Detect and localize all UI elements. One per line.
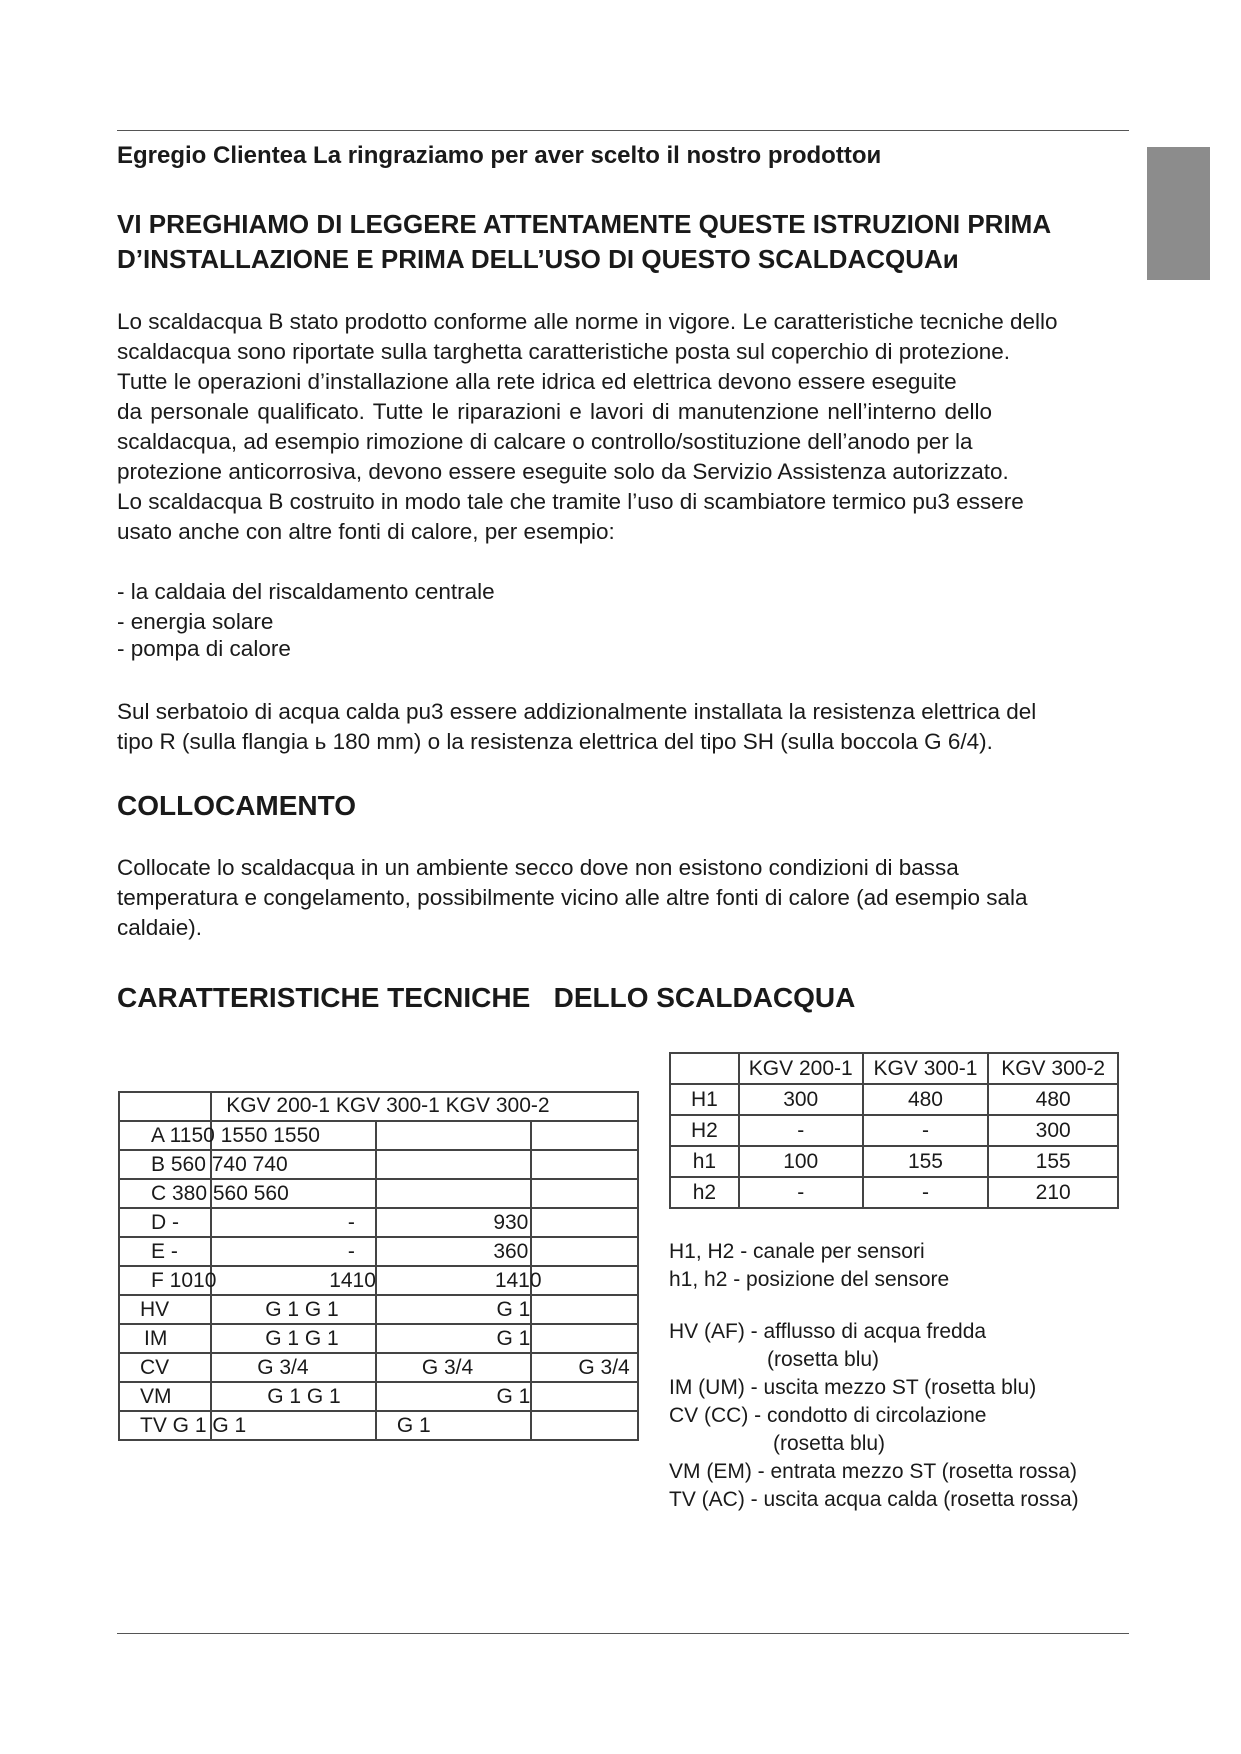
sensor-notes: H1, H2 - canale per sensori h1, h2 - posizione del sensore bbox=[669, 1240, 950, 1291]
specs-heading: CARATTERISTICHE TECNICHE DELLO SCALDACQUA bbox=[117, 982, 856, 1013]
table-row: VM G 1 G 1 G 1 bbox=[119, 1382, 638, 1411]
top-rule bbox=[117, 130, 1129, 131]
connection-legend: HV (AF) - afflusso di acqua fredda (rosetta blu) IM (UM) - uscita mezzo ST (rosetta blu) CV (CC) - condotto di circolazione (rosetta blu) VM (EM) - entrata mezzo ST (rosetta rossa) TV (AC) - uscita acqua calda (rosetta rossa) bbox=[669, 1320, 1079, 1511]
warning-heading: VI PREGHIAMO DI LEGGERE ATTENTAMENTE QUESTE ISTRUZIONI PRIMA D’INSTALLAZIONE E PRIMA DELL’USO DI QUESTO SCALDACQUAи bbox=[117, 209, 1052, 274]
table-row: E - - 360 bbox=[119, 1237, 638, 1266]
table-row: HV G 1 G 1 G 1 bbox=[119, 1295, 638, 1324]
table-row: KGV 200-1 KGV 300-1 KGV 300-2 bbox=[670, 1053, 1118, 1084]
table-row: A 1150 1550 1550 bbox=[119, 1121, 638, 1150]
table-row: CV G 3/4 G 3/4 G 3/4 bbox=[119, 1353, 638, 1382]
table-row: H1 300 480 480 bbox=[670, 1084, 1118, 1115]
table-row: KGV 200-1 KGV 300-1 KGV 300-2 bbox=[119, 1092, 638, 1121]
intro-paragraph: Lo scaldacqua B stato prodotto conforme alle norme in vigore. Le caratteristiche tecniche dello scaldacqua sono riportate sulla targhetta caratteristiche posta sul coperchio di protezione. Tutte le operazioni d’installazione alla rete idrica ed elettrica devono essere eseguite da personale qualificato. Tutte le riparazioni e lavori di manutenzione nell’interno dello scaldacqua, ad esempio rimozione di calcare o controllo/sostituzione dell’anodo per la protezione anticorrosiva, devono essere eseguite solo da Servizio Assistenza autorizzato. Lo scaldacqua B costruito in modo tale che tramite l’uso di scambiatore termico pu3 essere usato anche con altre fonti di calore, per esempio: bbox=[117, 309, 1058, 544]
list-item: - la caldaia del riscaldamento centrale bbox=[117, 579, 495, 604]
dimensions-table bbox=[118, 1091, 639, 1441]
table-row: h1 100 155 155 bbox=[670, 1146, 1118, 1177]
table-row: D - - 930 bbox=[119, 1208, 638, 1237]
table-row: C 380 560 560 bbox=[119, 1179, 638, 1208]
greeting: Egregio Clientea La ringraziamo per aver scelto il nostro prodottoи bbox=[117, 142, 882, 169]
sensor-table bbox=[669, 1052, 1119, 1209]
list-item: - pompa di calore bbox=[117, 636, 291, 661]
table-row: IM G 1 G 1 G 1 bbox=[119, 1324, 638, 1353]
side-tab-marker bbox=[1147, 147, 1210, 280]
table-row: F 1010 1410 1410 bbox=[119, 1266, 638, 1295]
table-row: TV G 1 G 1 G 1 bbox=[119, 1411, 638, 1440]
table-row: h2 - - 210 bbox=[670, 1177, 1118, 1208]
list-item: - energia solare bbox=[117, 609, 274, 634]
collocamento-heading: COLLOCAMENTO bbox=[117, 790, 357, 821]
bottom-rule bbox=[117, 1633, 1129, 1634]
collocamento-paragraph: Collocate lo scaldacqua in un ambiente secco dove non esistono condizioni di bassa temperatura e congelamento, possibilmente vicino alle altre fonti di calore (ad esempio sala caldaie). bbox=[117, 855, 1028, 940]
resistance-paragraph: Sul serbatoio di acqua calda pu3 essere addizionalmente installata la resistenza elettrica del tipo R (sulla flangia ь 180 mm) o la resistenza elettrica del tipo SH (sulla boccola G 6/4). bbox=[117, 699, 1037, 754]
table-row: B 560 740 740 bbox=[119, 1150, 638, 1179]
heat-sources-list bbox=[117, 577, 495, 664]
table-row: H2 - - 300 bbox=[670, 1115, 1118, 1146]
